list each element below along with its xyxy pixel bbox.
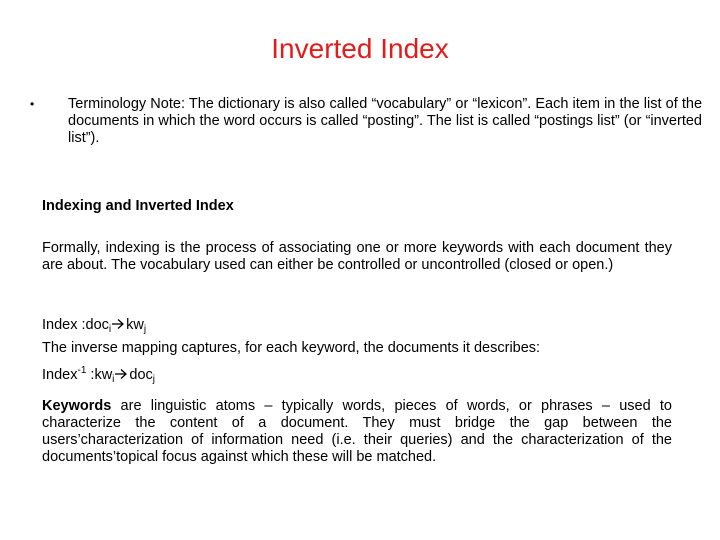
- formula-lhs: :kw: [86, 367, 113, 383]
- section-heading: Indexing and Inverted Index: [42, 198, 234, 214]
- terminology-note-label: Terminology Note: [68, 96, 181, 112]
- formula-subscript: j: [143, 324, 147, 335]
- terminology-note-text: [68, 96, 702, 147]
- arrow-right-icon: [115, 368, 128, 380]
- formula-superscript: -1: [77, 365, 87, 376]
- formula-subscript: i: [108, 324, 112, 335]
- keywords-text: are linguistic atoms – typically words, pieces of words, or phrases – used to characterize the content of a document. They must bridge the gap between the users’characterization of information need (i.e. their queries) and the characterization of the documents’topical focus against which these will be matched.: [42, 398, 672, 465]
- arrow-right-icon: [112, 318, 125, 330]
- bullet-marker: •: [30, 97, 35, 111]
- inverse-mapping-text: The inverse mapping captures, for each keyword, the documents it describes:: [42, 340, 541, 356]
- indexing-paragraph: Formally, indexing is the process of associating one or more keywords with each document they are about. The vocabulary used can either be controlled or uncontrolled (closed or open.): [42, 240, 672, 273]
- slide-title: Inverted Index: [271, 33, 449, 64]
- keywords-paragraph: [42, 398, 672, 466]
- formula-prefix: Index: [42, 367, 78, 383]
- formula-subscript: i: [112, 374, 115, 385]
- formula-subscript: j: [152, 374, 156, 385]
- keywords-label: Keywords: [42, 398, 112, 414]
- inverse-index-formula: [42, 362, 672, 388]
- formula-rhs: doc: [129, 367, 153, 383]
- formula-rhs: kw: [126, 317, 144, 333]
- terminology-note-body: : The dictionary is also called “vocabulary” or “lexicon”. Each item in the list of the documents in which the word occurs is called “posting”. The list is called “postings list” (or “inverted list”).: [68, 96, 703, 146]
- formula-prefix: Index :doc: [42, 317, 109, 333]
- index-formula: [42, 317, 672, 338]
